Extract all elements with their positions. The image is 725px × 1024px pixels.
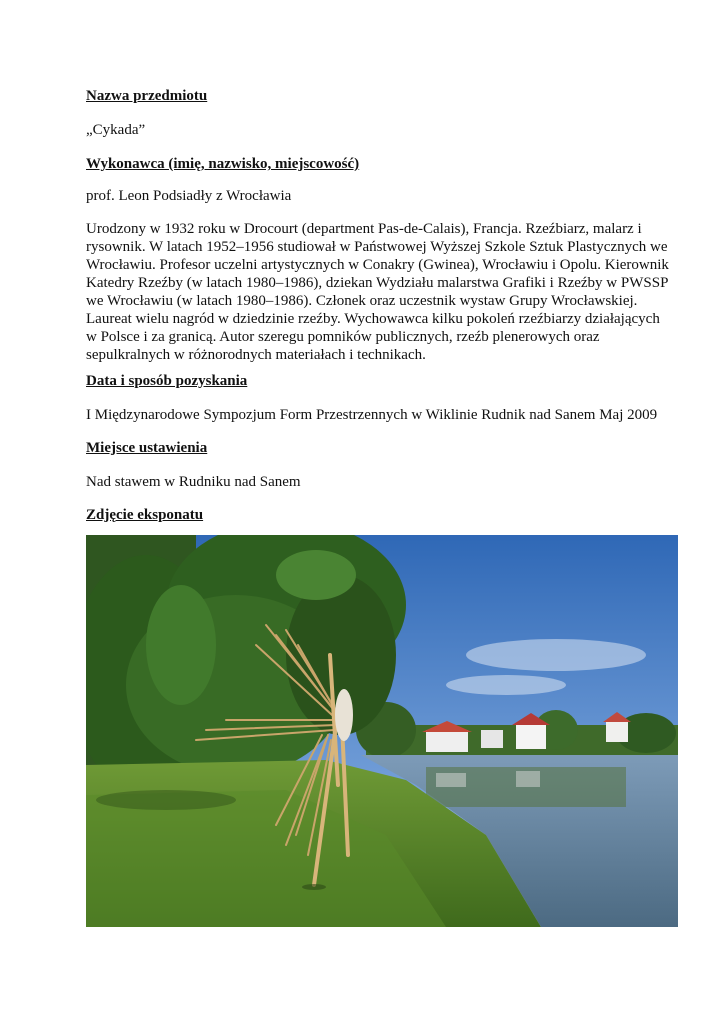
bio-line: w Polsce i za granicą. Autor szeregu pomników publicznych, rzeźb plenerowych oraz <box>86 329 600 345</box>
author-value: prof. Leon Podsiadły z Wrocławia <box>86 188 292 204</box>
bio-line: Laureat wielu nagród w dziedzinie rzeźby. Wychowawca kilku pokoleń rzeźbiarzy działających <box>86 311 660 327</box>
title-heading: Nazwa przedmiotu <box>86 88 208 104</box>
bio-line: Wrocławiu. Profesor uczelni artystycznych w Conakry (Gwinea), Wrocławiu i Opolu. Kierownik <box>86 257 669 273</box>
author-heading: Wykonawca (imię, nazwisko, miejscowość) <box>86 156 360 172</box>
location-heading: Miejsce ustawienia <box>86 440 208 456</box>
photo-heading: Zdjęcie eksponatu <box>86 507 204 523</box>
acquisition-heading: Data i sposób pozyskania <box>86 373 248 389</box>
title-value: „Cykada” <box>86 122 146 138</box>
bio-line: rysownik. W latach 1952–1956 studiował w Państwowej Wyższej Szkole Sztuk Plastycznych we <box>86 239 668 255</box>
acquisition-value: I Międzynarodowe Sympozjum Form Przestrzennych w Wiklinie Rudnik nad Sanem Maj 2009 <box>86 407 658 423</box>
bio-line: we Wrocławiu (w latach 1980–1986). Członek oraz uczestnik wystaw Grupy Wrocławskiej. <box>86 293 638 309</box>
bio-line: sepulkralnych w różnorodnych materiałach i technikach. <box>86 347 426 363</box>
bio-line: Katedry Rzeźby (w latach 1980–1986), dziekan Wydziału malarstwa Grafiki i Rzeźby w PWSSP <box>86 275 669 291</box>
location-value: Nad stawem w Rudniku nad Sanem <box>86 474 301 490</box>
bio-line: Urodzony w 1932 roku w Drocourt (department Pas-de-Calais), Francja. Rzeźbiarz, malarz i <box>86 221 642 237</box>
exhibit-photo <box>86 535 678 927</box>
author-biography <box>86 220 680 364</box>
